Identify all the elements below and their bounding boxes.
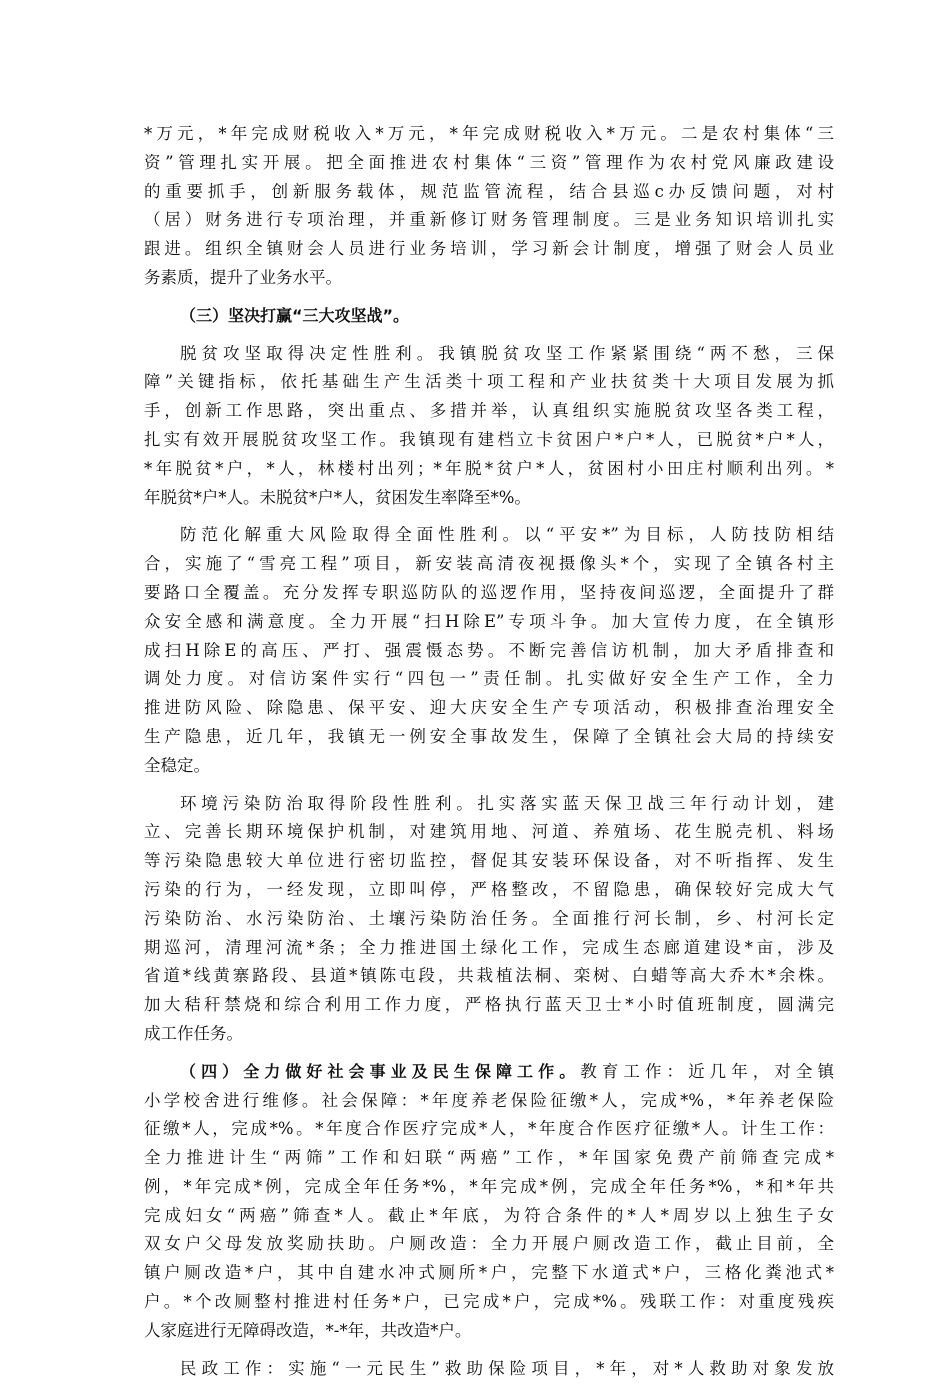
text-line: 民政工作：实施“一元民生”救助保险项目，*年，对*人救助对象发放: [180, 1358, 834, 1378]
heading-text: （三）坚决打赢“三大攻坚战”。: [180, 305, 410, 325]
text-line: 扎实有效开展脱贫攻坚工作。我镇现有建档立卡贫困户*户*人，已脱贫*户*人，: [144, 429, 834, 449]
text-line: 成工作任务。: [144, 1023, 243, 1043]
paragraph-poverty-alleviation: [144, 340, 834, 513]
text-line: 污染防治、水污染防治、土壤污染防治任务。全面推行河长制，乡、村河长定: [144, 908, 834, 928]
text-line: 全稳定。: [144, 755, 210, 775]
text-line: 资”管理扎实开展。把全面推进农村集体“三资”管理作为农村党风廉政建设: [144, 152, 834, 172]
text-line: [144, 1058, 834, 1087]
paragraph-civil-affairs: [144, 1355, 834, 1384]
text-line: *万元，*年完成财税收入*万元，*年完成财税收入*万元。二是农村集体“三: [144, 124, 834, 143]
paragraph-social-welfare: [144, 1058, 834, 1346]
text-line: 推进防风险、除隐患、保平安、迎大庆安全生产专项活动，积极排查治理安全: [144, 698, 834, 718]
text-line: 防范化解重大风险取得全面性胜利。以“平安*”为目标，人防技防相结: [180, 525, 834, 545]
text-line: 合，实施了“雪亮工程”项目，新安装高清夜视摄像头*个，实现了全镇各村主: [144, 554, 834, 574]
text-line: *年脱贫*户，*人，林楼村出列；*年脱*贫户*人，贫困村小田庄村顺利出列。*: [144, 458, 834, 478]
text-line: 完成妇女“两癌”筛查*人。截止*年底，为符合条件的*人*周岁以上独生子女: [144, 1205, 834, 1225]
text-line: 手，创新工作思路，突出重点、多措并举，认真组织实施脱贫攻坚各类工程，: [144, 401, 834, 421]
text-line: 户。*个改厕整村推进村任务*户，已完成*户，完成*%。残联工作：对重度残疾: [144, 1292, 834, 1312]
section-heading-three-battles: [144, 302, 834, 331]
text-line: 生产隐患，近几年，我镇无一例安全事故发生，保障了全镇社会大局的持续安: [144, 726, 834, 746]
text-line: 省道*线黄寨路段、县道*镇陈屯段，共栽植法桐、栾树、白蜡等高大乔木*余株。: [144, 966, 834, 986]
paragraph-risk-prevention: [144, 521, 834, 780]
section-heading-social-welfare: （四）全力做好社会事业及民生保障工作。: [180, 1061, 581, 1081]
text-line: 脱贫攻坚取得决定性胜利。我镇脱贫攻坚工作紧紧围绕“两不愁，三保: [180, 343, 834, 363]
paragraph-pollution-control: [144, 790, 834, 1049]
document-body: [144, 120, 834, 1392]
text-line: 的重要抓手，创新服务载体，规范监管流程，结合县巡c办反馈问题，对村: [144, 181, 834, 201]
paragraph-finance: [144, 120, 834, 293]
text-line: 双女户父母发放奖励扶助。户厕改造：全力开展户厕改造工作，截止目前，全: [144, 1234, 834, 1254]
text-line: 众安全感和满意度。全力开展“扫H除E”专项斗争。加大宣传力度，在全镇形: [144, 611, 834, 631]
text-line: 要路口全覆盖。充分发挥专职巡防队的巡逻作用，坚持夜间巡逻，全面提升了群: [144, 582, 834, 602]
text-run: 教育工作：近几年，对全镇: [580, 1061, 834, 1081]
text-line: 镇户厕改造*户，其中自建水冲式厕所*户，完整下水道式*户，三格化粪池式*: [144, 1263, 834, 1283]
text-line: 人家庭进行无障碍改造，*-*年，共改造*户。: [144, 1320, 472, 1340]
text-line: 加大秸秆禁烧和综合利用工作力度，严格执行蓝天卫士*小时值班制度，圆满完: [144, 995, 834, 1015]
text-line: 征缴*人，完成*%。*年度合作医疗完成*人，*年度合作医疗征缴*人。计生工作：: [144, 1119, 834, 1139]
text-line: 污染的行为，一经发现，立即叫停，严格整改，不留隐患，确保较好完成大气: [144, 879, 834, 899]
text-line: 跟进。组织全镇财会人员进行业务培训，学习新会计制度，增强了财会人员业: [144, 239, 834, 259]
text-line: 环境污染防治取得阶段性胜利。扎实落实蓝天保卫战三年行动计划，建: [180, 793, 834, 813]
text-line: 成扫H除E的高压、严打、强震慑态势。不断完善信访机制，加大矛盾排查和: [144, 640, 834, 660]
text-line: 调处力度。对信访案件实行“四包一”责任制。扎实做好安全生产工作，全力: [144, 669, 834, 689]
text-line: （居）财务进行专项治理，并重新修订财务管理制度。三是业务知识培训扎实: [144, 210, 834, 230]
text-line: 小学校舍进行维修。社会保障：*年度养老保险征缴*人，完成*%，*年养老保险: [144, 1090, 834, 1110]
text-line: 期巡河，清理河流*条；全力推进国土绿化工作，完成生态廊道建设*亩，涉及: [144, 937, 834, 957]
text-line: 年脱贫*户*人。未脱贫*户*人，贫困发生率降至*%。: [144, 487, 531, 507]
text-line: 障”关键指标，依托基础生产生活类十项工程和产业扶贫类十大项目发展为抓: [144, 372, 834, 392]
text-line: 等污染隐患较大单位进行密切监控，督促其安装环保设备，对不听指挥、发生: [144, 851, 834, 871]
text-line: 全力推进计生“两筛”工作和妇联“两癌”工作，*年国家免费产前筛查完成*: [144, 1148, 834, 1168]
text-line: 例，*年完成*例，完成全年任务*%，*年完成*例，完成全年任务*%，*和*年共: [144, 1176, 834, 1196]
text-line: 立、完善长期环境保护机制，对建筑用地、河道、养殖场、花生脱壳机、料场: [144, 822, 834, 842]
text-line: 务素质，提升了业务水平。: [144, 267, 342, 287]
